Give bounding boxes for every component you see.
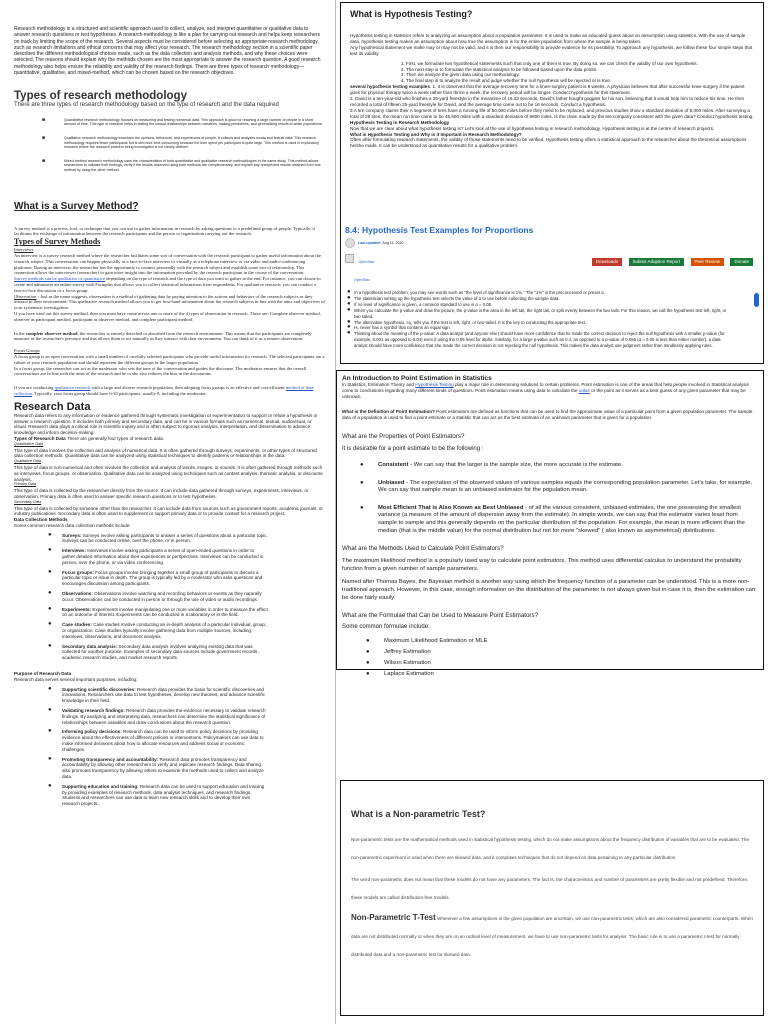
research-data-text: Research data refers to any information or evidence gathered through systematic investigation or experimentation to support or refute a hypothesis or answer a research question. It includes both primary and secondary data, and can be in various formats such as numerical, textual, audiovisual, or visual. Research data plays a critical role in scientific inquiry and is often subject to rigorous analysis, interpretation, and dissemination to advance knowledge and inform decision-making. <box>14 412 318 436</box>
qualitative-research-link[interactable]: qualitative research <box>54 385 91 391</box>
openstax-publisher <box>345 250 374 286</box>
quantitative-text: This type of data involves the collection and analysis of numerical data. It is often gathered through surveys, experiments, or other types of structured data collection methods. Quantitative data can be analyzed using statistical techniques to identify patterns or relationships in the data. <box>14 447 317 459</box>
peer-review-button[interactable]: Peer Review <box>691 258 725 266</box>
item-text: Focus groups involve bringing together a small group of participants to discuss a particular topic or issue in depth. The group is typically led by a moderator who asks questions and encourages discussion among participants. <box>62 569 263 587</box>
survey-types-text: depending on the type of research and the type of data you want to gather in the end. For instance, you can choose to create and administer an online survey with Formplus that allows you to collect statistical information from respondents. For qualitative research, you can conduct a face-to-face discussion or a focus group. <box>14 276 321 293</box>
item-text: Experiments involve manipulating one or more variables in order to measure the effect on an outcome of interest. Experiments can be conducted in a laboratory or in the field. <box>62 606 268 618</box>
openstax-bullets <box>345 290 727 349</box>
list-item <box>48 644 268 661</box>
item-label: Informing policy decisions: <box>62 729 122 735</box>
t-test-heading: Non-Parametric T-Test <box>351 913 436 922</box>
complete-observer-text: , the researcher is entirely detached or absorbed from the research environment. This means that the participants are completely unaware of the researcher's presence and this allows them to act naturally as they interact with their environment. You can think of it as a remote observation. <box>14 330 312 342</box>
item-label: Unbiased <box>378 479 405 486</box>
list-item: ■ Quantitative research methodology focuses on measuring and testing numerical data. This approach is good for reaching a large number of people in a short amount of time. This type of research helps in testing the causal relationships between variables, making predictions, and generalizing results to wider populations. <box>42 118 325 127</box>
list-item: ● In a hypothesis test problem, you may see words such as "the level of significance is 1%." The "1%" is the preconceived or preset α. <box>347 290 727 296</box>
list-item <box>48 570 268 587</box>
carousel-next-icon[interactable] <box>754 293 759 307</box>
list-item <box>48 784 268 807</box>
non-parametric-panel <box>340 780 764 1016</box>
list-item: ● Maximum Likelihood Estimation or MLE <box>366 636 758 647</box>
value-link[interactable]: value <box>578 387 590 393</box>
research-methodology-page <box>0 0 336 1024</box>
list-item <box>360 462 758 470</box>
formulae-question: What are the Formulae that Can be Used to Measure Point Estimators? <box>342 612 539 620</box>
t-test-text: Whenever a few assumptions in the given population are uncertain, we use non-parametric tests, which are also considered parametric counterparts. When data are not distributed normally or when they are on an ordinal level of measurement, we have to use non-parametric tests for analysis. The basic rule is to use a parametric t-test for normally distributed data and a non-parametric test for skewed data. <box>351 916 753 957</box>
item-label: Experiments: <box>62 606 92 612</box>
types-methodology-heading: Types of research methodology <box>14 90 187 103</box>
last-updated-date: Aug 11, 2020 <box>382 241 404 245</box>
item-label: Validating research findings: <box>62 708 125 714</box>
types-methodology-subtitle: There are three types of research methodology based on the type of research and the data required <box>14 102 279 109</box>
qualitative-text: with a large and diverse research population, then adopting focus groups is an effective and cost-efficient <box>90 385 286 391</box>
list-item: ● Thinking about the meaning of the p-value: A data analyst (and anyone else) should have more confidence that he made the correct decision to reject the null hypothesis with a smaller p-value (for example, 0.001 as opposed to 0.04) even if using the 0.05 level for alpha. Similarly, for a large p-value such as 0.4, as opposed to a p-value of 0.056 (α = 0.05 is less than either number), a data analyst should have more confidence that she made the correct decision in not rejecting the null hypothesis. This makes the data analyst use judgment rather than mindlessly applying rules. <box>347 331 727 349</box>
survey-types-heading: Types of Survey Methods <box>14 237 101 247</box>
example-3: 3.A tire company claims their A segment of tires have a running life of 50,000 miles before they need to be replaced, and previous studies show a standard deviation of 8,000 miles. After surveying a total of 28 tires, the mean run time came to be 46,500 miles with a standard deviation of 9800 miles. Is the claim made by the tire company consistent with the given data? Conduct hypothesis testing. <box>350 107 754 119</box>
non-parametric-heading: What is a Non-parametric Test? <box>351 809 486 819</box>
bayesian-text: Named after Thomas Bayes, the Bayesian method is another way using which the frequency function of a parameter can be understood. This is a more non-traditional approach. However, in this case, enough information on the distribution of the parameter is not always given but in case it is, then the estimation can be done fairly easily. <box>342 579 756 601</box>
openstax-avatar <box>345 254 354 263</box>
list-item <box>360 505 758 535</box>
list-item: 1. First, we formulate two hypothetical statements such that only one of them is true. By doing so, we can check the validity of our own hypothesis. <box>406 61 754 67</box>
list-item: ■ Mixed-method research methodology uses the characteristics of both quantitative and qualitative research methodologies in the same study. This method allows researchers to validate their findings, verify if the results observed using both methods are complementary, and explain any unexpected results obtained from one method by using the other method. <box>42 159 325 173</box>
types-methodology-list <box>14 118 325 173</box>
list-item: 4. The final step is to analyze the result and judge whether the null hypothesis will be rejected or is true. <box>406 78 754 84</box>
hypothesis-heading: What is Hypothesis Testing? <box>350 9 473 19</box>
point-estimation-heading: An Introduction to Point Estimation in Statistics <box>342 375 492 382</box>
list-item <box>48 622 268 639</box>
list-item <box>48 533 268 545</box>
qualitative-label: Qualitative Data <box>14 459 42 464</box>
item-label: Secondary data analysis: <box>62 643 118 649</box>
list-item <box>48 687 268 704</box>
definition-heading: What is the Definition of Point Estimation? <box>342 409 435 415</box>
item-label: Surveys: <box>62 532 82 538</box>
survey-intro: A survey method is a process, tool, or technique that you can use to gather information in research by asking questions to a predefined group of people. Typically, it facilitates the exchange of information between the research participants and the person or organization carrying out the research. <box>14 225 315 237</box>
quantitative-label: Quantitative Data <box>14 441 44 446</box>
research-data-heading: Research Data <box>14 400 91 413</box>
importance-subheading: What is Hypothesis Testing and Why is it Important in Research Methodology? <box>350 131 522 137</box>
non-parametric-models: The word non-parametric does not mean that these models do not have any parameters. The fact is, the characteristics and number of parameters are pretty flexible and not predefined. Therefore, these models are called distribution-free models. <box>351 877 749 900</box>
list-item: ● When you calculate the p-value and draw the picture, the p-value is the area in the left tail, the right tail, or split evenly between the two tails. For this reason, we call the hypothesis test left, right, or two tailed. <box>347 308 727 320</box>
openstax-title: 8.4: Hypothesis Test Examples for Proportions <box>345 225 534 235</box>
list-item: ● If no level of significance is given, a common standard to use is α = 0.05. <box>347 302 727 308</box>
complete-observer-term: complete observer method <box>25 330 78 336</box>
observation-label: Observation <box>14 293 37 299</box>
intro-text: play a major role in determining solutions to certain problems. Point estimation is one of the areas that help people involved in Statistical analysis come to conclusions regarding many different kinds of questions. Point estimation means using data to calculate the <box>342 382 749 393</box>
secondary-text: This type of data is collected by someone other than the researcher. It can include data from sources such as government reports, academic journals, or industry publications. Secondary data is often used to supplement or support primary data or to provide context for a research project. <box>14 505 323 517</box>
list-item: ● The statistician setting up the hypothesis test selects the value of α to use before collecting the sample data. <box>347 296 727 302</box>
openstax-excerpt <box>345 225 757 359</box>
item-label: Interviews: <box>62 548 86 554</box>
secondary-label: Secondary Data <box>14 499 42 504</box>
data-collection-intro: Some common research data collection methods include: <box>14 522 131 528</box>
item-text: Research data provides the basis for scientific discoveries and innovations. Researchers use data to test hypotheses, develop new theories, and advance scientific knowledge in their field. <box>62 686 266 704</box>
research-data-types-text: There are generally four types of research data: <box>65 435 164 441</box>
item-label: Observations: <box>62 591 93 597</box>
item-text: Research data provides the evidence necessary to validate research findings. By analyzing and interpreting data, researchers can determine the statistical significance of relationships between variables and draw conclusions about the research question. <box>62 708 266 725</box>
downloads-button[interactable]: Downloads <box>592 258 622 266</box>
research-data-types-heading: Types of Research Data <box>14 435 66 441</box>
non-parametric-definition: Non-parametric tests are the mathematical methods used in statistical hypothesis testing, which do not make assumptions about the frequency distribution of variables that are to be evaluated. The non-parametric experiment is used when there are skewed data, and it comprises techniques that do not depend on data pertaining to any particular distribution. <box>351 837 750 860</box>
hypothesis-testing-link[interactable]: Hypothesis Testing <box>415 382 454 387</box>
purpose-list <box>14 687 268 807</box>
openstax-logo-icon <box>345 238 355 248</box>
hypothesis-testing-panel <box>340 2 764 364</box>
primary-text: This type of data is collected by the researcher directly from the source. It can include data gathered through surveys, experiments, interviews, or observation. Primary data is often used to answer specific research questions or to test hypotheses. <box>14 488 309 499</box>
item-label: Supporting scientific discoveries: <box>62 686 136 692</box>
list-item <box>48 591 268 603</box>
properties-list <box>342 462 758 535</box>
intro-paragraph: Research methodology is a structured and scientific approach used to collect, analyze, and interpret quantitative or qualitative data to answer research questions or test hypotheses. A research methodology is like a plan for carrying out research and helps keep researchers on track by limiting the scope of the research. Several aspects must be considered before selecting an appropriate research methodology, such as research limitations and ethical concerns that may affect your research. The research methodology section in a scientific paper describes the different methodological choices made, such as the data collection and analysis methods, and why these choices were selected. The reasons should explain why the methods chosen are the most appropriate to answer the research question. A good research methodology also helps ensure the reliability and validity of the research findings. There are three types of research methodology—quantitative, qualitative, and mixed-method, which can be chosen based on the research objectives. <box>14 26 321 77</box>
list-item <box>48 708 268 725</box>
interviews-label: Interviews <box>14 247 34 253</box>
formulae-intro: Some common formulae include: <box>342 624 430 631</box>
complete-observer-prefix: In the <box>14 330 26 336</box>
focus-groups-text-2: In a focus group, the researcher can act as the moderator who sets the tone of the conversation and guides the discourse. The moderator ensures that the overall conversations are in line with the aims of the research and he or she also reduces the bias in the discussions. <box>14 365 307 377</box>
hypothesis-definition: Hypothesis testing in statistics refers to analyzing an assumption about a population parameter. It is used to make an educated guess about an assumption using statistics. With the use of sample data, hypothesis testing makes an assumption about how true the assumption is for the entire population from where the sample is being taken. <box>350 33 746 44</box>
purpose-heading: Purpose of Research Data <box>14 671 72 677</box>
openstax-toolbar <box>590 250 753 268</box>
mle-text: The maximum likelihood method is a popularly used way to calculate point estimators. This method uses differential calculus to understand the probability function from a given number of sample parameters. <box>342 558 742 572</box>
focus-groups-label: Focus Groups <box>14 348 40 354</box>
list-item <box>48 607 268 619</box>
qualitative-prefix: If you are conducting <box>14 385 55 391</box>
focus-groups-text: A focus group is an open conversation with a small number of carefully selected participants who provide useful information for research. The selected participants are a subset of your research population and should represent the different groups in the larger population. <box>14 353 325 365</box>
last-updated-label: Last updated <box>358 241 381 245</box>
point-estimation-panel <box>336 370 764 678</box>
list-item <box>48 548 268 565</box>
importance-text: Often after formulating research statements, the validity of those statements need to be verified. Hypothesis testing offers a statistical approach to the researcher about the theoretical assumptions he/she made. It can be understood as quantitative results for a qualitative problem. <box>350 137 747 149</box>
list-item: ● H₀ never has a symbol that contains an equal sign. <box>347 325 727 331</box>
list-item: ● Jeffrey Estimation <box>366 647 758 658</box>
properties-intro: It is desirable for a point estimate to be the following : <box>342 445 484 452</box>
data-collection-heading: Data Collection Methods <box>14 517 68 523</box>
item-text: Case studies involve conducting an in-depth analysis of a particular individual, group, or organization. Case studies typically involve gathering data from multiple sources, including interviews, observations, and document analysis. <box>62 622 267 639</box>
list-item: ● Wilson Estimation <box>366 658 758 669</box>
formulae-list <box>342 636 758 680</box>
item-text: Secondary data analysis involves analyzing existing data that was collected for another purpose. Examples of secondary data sources include government records, academic research studies, and market research reports. <box>62 643 259 661</box>
observation-types-text: If you have tried out this survey method, then you must have come across one or more of the 4 types of observation in research. These are: Complete observer method, observer as participant method, participant as observer method, and complete participant method. <box>14 310 321 322</box>
observation-text: - Just as the name suggests, observation is a method of gathering data by paying attention to the actions and behaviors of the research subjects as they interact in their environment. This qualitative research method allows you to get first-hand information about the research subjects in line with the aims and objectives of your systematic investigation. <box>14 293 325 311</box>
list-item: ● Laplace Estimation <box>366 669 758 680</box>
purpose-intro: Research data serves several important purposes, including: <box>14 676 138 682</box>
list-item <box>48 729 268 752</box>
item-label: Case studies: <box>62 622 92 628</box>
publisher-name-2[interactable]: OpenStax <box>354 278 370 282</box>
donate-button[interactable]: Donate <box>730 258 753 266</box>
list-item: 3. Then we analyze the given data using our methodology. <box>406 72 754 78</box>
qualitative-data-text: This type of data is non-numerical and often involves the collection and analysis of words, images, or sounds. It is often gathered through methods such as interviews, focus groups, or observation. Qualitative data can be analyzed using techniques such as content analysis, thematic analysis, or discourse analysis. <box>14 464 323 482</box>
item-label: Consistent <box>378 461 409 468</box>
definition-text: Point estimators are defined as functions that can be used to find the approximate value of a particular point from a given population parameter. The sample data of a population is used to find a point estimate or a statistic that can act as the best estimate of an unknown parameter that is given for a population. <box>342 409 753 421</box>
primary-label: Primary Data <box>14 482 37 487</box>
item-text: Surveys involve asking participants to answer a series of questions about a particular topic. Surveys can be conducted online, over the phone, or in person. <box>62 532 268 544</box>
examples-heading: several hypothesis testing examples <box>350 84 430 90</box>
example-1: : 1. It is observed that the average recovery time for a knee-surgery patient is 8 weeks. A physician believes that after successful knee surgery if the patient goes for physical therapy twice a week rather than thrice a week, the recovery period will be longer. Conduct hypothesis for this statement. <box>350 84 745 96</box>
publisher-name[interactable]: OpenStax <box>358 260 375 264</box>
methods-question: What are the Methods Used to Calculate Point Estimators? <box>342 545 504 553</box>
item-label: Supporting education and training: <box>62 783 139 789</box>
list-item: ■ Qualitative research methodology examines the opinions, behaviors, and experiences of people. It collects and analyzes words and textual data. This research methodology requires fewer participants but is still more time consuming because the time spent per participant is quite large. This method is used in exploratory research where the research problem being investigated is not clearly defined. <box>42 136 325 150</box>
example-2: 2. David is a ten-year-old who finishes a 25-yard freestyle in the meantime of 16.43 seconds. David's father bought goggles for his son, believing that it would help him to reduce his time. He then recorded a total of fifteen 25-yard freestyle for David, and the average time came out to be 16 seconds. Conduct a hypothesis. <box>350 96 745 107</box>
list-item <box>360 480 758 495</box>
item-text: - of all the various consistent, unbiased estimates, the one possessing the smallest variance (a measure of the amount of dispersion away from the estimate). In simple words, we can say that the estimator varies least from sample to sample and this generally depends on the particular distribution of the population. For example, the mean is more efficient than the median (that is the middle value) for the normal distribution but not for more "skewed" ( also known as asymmetrical) distributions. <box>378 504 745 534</box>
interviews-text: An interview is a survey research method where the researcher facilitates some sort of conversation with the research participant to gather useful information about the research subject. This conversation can happen physically as a face-to-face interview or virtually as a telephone interview or via video and audio-conferencing platforms. During an interview, the researcher has the opportunity to connect personally with the research subject and establish some sort of relationship. This connection allows the interviewer (researcher) to gain more insight into the information provided by the research participant in the course of the conversation. <box>14 253 321 276</box>
data-collection-link[interactable]: method of data collection <box>14 385 314 396</box>
item-label: Promoting transparency and accountability: <box>62 756 159 762</box>
properties-question: What are the Properties of Point Estimators? <box>342 432 465 440</box>
item-text: Research data promotes transparency and accountability by allowing other researchers to verify and replicate research findings. Data sharing also promotes transparency by allowing others to examine the methods used to collect and analyze data. <box>62 756 264 779</box>
intro-suffix: or the point as it serves as a best guess of any given parameter that may be unknown. <box>342 387 746 399</box>
survey-methods-link[interactable]: Survey methods can be qualitative or quantitative <box>14 276 106 282</box>
submit-adoption-button[interactable]: Submit Adoption Report <box>629 258 685 266</box>
research-methodology-subheading: Hypothesis Testing in Research Methodology <box>350 119 450 125</box>
list-item: ● The alternative hypothesis, Hₐ, tells you if the test is left, right, or two-tailed. It is the key to conducting the appropriate test. <box>347 320 727 326</box>
survey-method-heading: What is a Survey Method? <box>14 200 139 212</box>
item-text: Observations involve watching and recording behaviors or events as they naturally occur. Observations can be conducted in person or through the use of video or audio recordings. <box>62 591 262 602</box>
item-label: Most Efficient That is Also Known as Best Unbiased <box>378 504 524 511</box>
list-item: 2. The next step is to formulate the statistical analysis to be followed based upon the data points. <box>406 67 754 73</box>
qualitative-suffix: . Typically, your focus group should have 6-10 participants, usually 8, including the moderator. <box>32 390 207 396</box>
hypothesis-steps <box>350 61 754 85</box>
item-label: Focus groups: <box>62 569 94 575</box>
item-text: - We can say that the larger is the sample size, the more accurate is the estimate. <box>408 461 623 468</box>
item-text: Research data can be used to support education and training by providing examples of research methods, data analysis techniques, and research findings. Students and researchers can use data to learn new research skills and to develop their own research projects. <box>62 783 265 807</box>
item-text: - The expectation of the observed values of various samples equals the corresponding population parameter. Let's take, for example, We can say that sample mean is an unbiased estimator for the population mean. <box>378 479 752 494</box>
list-item <box>48 757 268 780</box>
item-text: Research data can be used to inform policy decisions by providing evidence about the effectiveness of different policies or interventions. Policymakers can use data to make informed decisions about how to allocate resources and address social or economic challenges. <box>62 729 264 752</box>
hypothesis-approach: Any hypothetical statement we make may or may not be valid, and it is then our responsibility to provide evidence for its possibility. To approach any hypothesis, we follow these four simple steps that test its validity. <box>350 44 753 56</box>
item-text: Interviews involve asking participants a series of open-ended questions in order to gather detailed information about their experiences or perspectives. Interviews can be conducted in person, over the phone, or via video conferencing. <box>62 548 264 565</box>
research-methodology-text: Now that we are clear about what hypothesis testing is? Let's look at the use of hypothesis testing in research methodology. Hypothesis testing is at the centre of research projects. <box>350 125 715 131</box>
intro-prefix: In Statistics, Estimation Theory and <box>342 382 416 387</box>
data-collection-list <box>14 533 268 661</box>
